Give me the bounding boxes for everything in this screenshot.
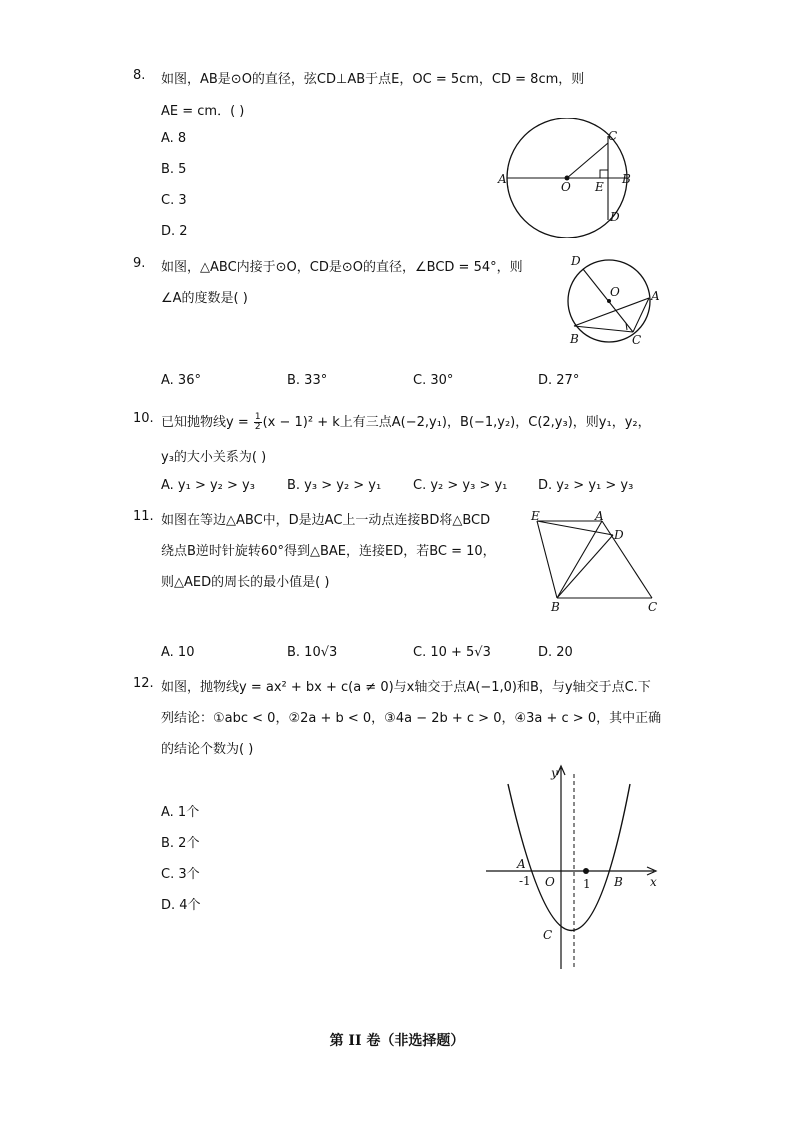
q8-option-a: A. 8 (161, 131, 187, 146)
q8-label-o: O (561, 180, 571, 194)
q9-option-d: D. 27° (538, 373, 580, 388)
q11-segment-ab (557, 521, 602, 598)
q12-label-o: O (545, 875, 555, 889)
q11-label-c: C (648, 600, 658, 614)
section-title: 第 II 卷（非选择题） (329, 1033, 465, 1049)
q9-label-o: O (610, 285, 620, 299)
q8-number: 8. (133, 68, 146, 83)
q11-option-d: D. 20 (538, 645, 573, 660)
q11-figure (525, 505, 670, 617)
q10-fraction (254, 413, 262, 432)
q12-label-neg1: -1 (519, 874, 531, 888)
q9-side-bc (574, 326, 633, 332)
q11-stem-line1: 如图在等边△ABC中，D是边AC上一动点连接BD将△BCD (161, 513, 491, 528)
q9-stem-line1: 如图，△ABC内接于⊙O，CD是⊙O的直径，∠BCD = 54°，则 (161, 260, 523, 275)
q10-stem-line1 (161, 411, 651, 432)
q9-label-a: A (651, 289, 660, 303)
q12-stem-line2: 列结论：①abc < 0，②2a + b < 0，③4a − 2b + c > 0，④3a + c > 0，其中正确 (161, 711, 662, 726)
q12-stem-line1: 如图，抛物线y = ax² + bx + c(a ≠ 0)与x轴交于点A(−1,0)和B，与y轴交于点C.下 (161, 680, 651, 695)
q10-number: 10. (133, 411, 154, 426)
q10-option-d: D. y₂ > y₁ > y₃ (538, 478, 634, 493)
q8-figure (490, 118, 650, 238)
q8-label-b: B (622, 172, 631, 186)
q12-label-x: x (650, 875, 657, 889)
q8-option-b: B. 5 (161, 162, 187, 177)
q10-stem-pre: 已知抛物线y = (161, 415, 253, 430)
q11-option-c: C. 10 + 5√3 (413, 645, 491, 660)
q11-stem-line2: 绕点B逆时针旋转60°得到△BAE，连接ED，若BC = 10， (161, 544, 496, 559)
q9-stem-line2: ∠A的度数是( ) (161, 291, 248, 306)
q10-option-b: B. y₃ > y₂ > y₁ (287, 478, 382, 493)
q10-fraction-denominator: 2 (254, 422, 261, 432)
q12-figure (482, 762, 664, 974)
q12-parabola (508, 784, 630, 931)
q10-stem-line2: y₃的大小关系为( ) (161, 450, 267, 465)
q8-option-c: C. 3 (161, 193, 187, 208)
q12-option-a: A. 1个 (161, 805, 200, 820)
q11-segment-ed (537, 521, 613, 535)
q9-label-b: B (570, 332, 579, 346)
q12-option-b: B. 2个 (161, 836, 200, 851)
q11-option-a: A. 10 (161, 645, 195, 660)
q11-option-b: B. 10√3 (287, 645, 338, 660)
q11-label-e: E (531, 509, 540, 523)
q9-figure (560, 252, 670, 350)
q11-segment-bd (557, 535, 613, 598)
q8-label-a: A (498, 172, 507, 186)
q9-option-b: B. 33° (287, 373, 328, 388)
q8-stem-line1: 如图，AB是⊙O的直径，弦CD⊥AB于点E，OC = 5cm，CD = 8cm，则 (161, 72, 585, 87)
q8-radius-oc (567, 143, 608, 178)
q12-number: 12. (133, 676, 154, 691)
q11-label-b: B (551, 600, 560, 614)
q9-number: 9. (133, 256, 146, 271)
q8-label-d: D (610, 210, 620, 224)
q12-label-one: 1 (583, 877, 591, 891)
q10-stem-post: (x − 1)² + k上有三点A(−2,y₁)，B(−1,y₂)，C(2,y₃)，则y₁，y₂， (262, 415, 651, 430)
q11-segment-eb (537, 521, 557, 598)
q12-label-c: C (543, 928, 553, 942)
q11-label-a: A (595, 509, 604, 523)
q11-segment-ac (602, 521, 652, 598)
q12-label-y: y (551, 766, 558, 780)
q11-stem-line3: 则△AED的周长的最小值是( ) (161, 575, 330, 590)
q9-center-dot (607, 299, 611, 303)
q8-label-c: C (608, 129, 618, 143)
q9-label-d: D (571, 254, 581, 268)
q9-option-c: C. 30° (413, 373, 454, 388)
q10-fraction-numerator: 1 (254, 412, 261, 422)
q12-stem-line3: 的结论个数为( ) (161, 742, 254, 757)
q8-right-angle-mark (600, 170, 608, 178)
q10-option-c: C. y₂ > y₃ > y₁ (413, 478, 508, 493)
q12-label-b: B (614, 875, 623, 889)
q8-label-e: E (595, 180, 604, 194)
q11-number: 11. (133, 509, 154, 524)
q9-option-a: A. 36° (161, 373, 201, 388)
q8-option-d: D. 2 (161, 224, 188, 239)
q9-label-c: C (632, 333, 642, 347)
q12-point-one (583, 868, 589, 874)
q11-label-d: D (614, 528, 624, 542)
q12-option-c: C. 3个 (161, 867, 200, 882)
q12-option-d: D. 4个 (161, 898, 201, 913)
q8-stem-line2: AE = cm．( ) (161, 104, 245, 119)
q12-label-a: A (517, 857, 526, 871)
q10-option-a: A. y₁ > y₂ > y₃ (161, 478, 255, 493)
